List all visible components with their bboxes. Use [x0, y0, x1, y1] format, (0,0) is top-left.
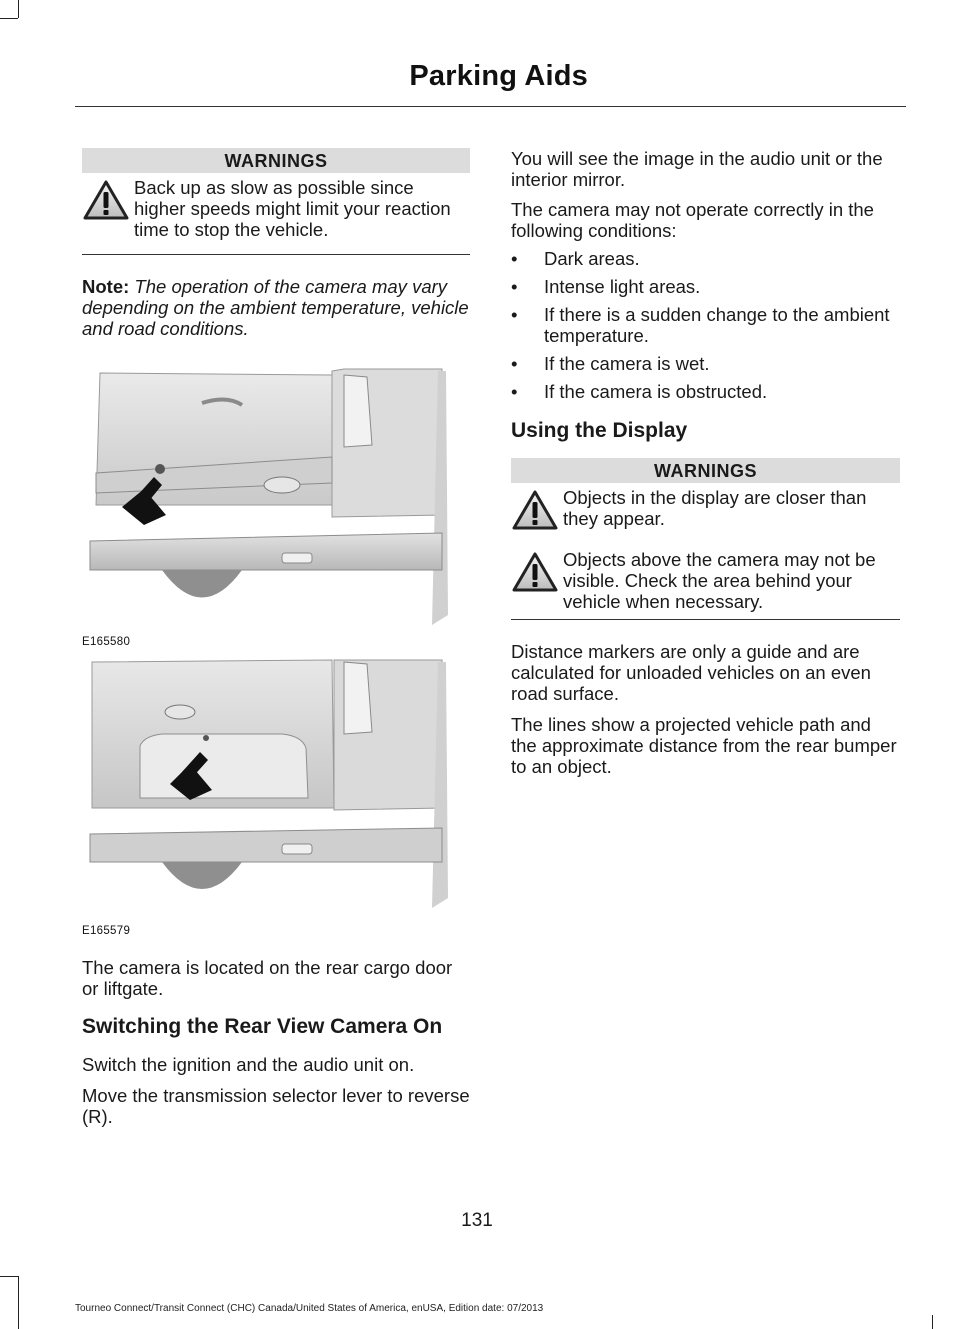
crop-mark	[18, 0, 19, 18]
warning-item	[511, 487, 900, 536]
warnings-header: WARNINGS	[82, 148, 470, 173]
warning-triangle-icon	[82, 177, 134, 226]
left-column	[82, 148, 470, 1127]
bullet-glyph: •	[511, 381, 518, 402]
vehicle-rear-illustration	[82, 365, 470, 641]
figure-code: E165580	[82, 636, 131, 648]
list-item: • If the camera is wet.	[511, 353, 710, 374]
lines-info-paragraph: The lines show a projected vehicle path and the approximate distance from the rear bumper to an object.	[511, 714, 897, 777]
bullet-glyph: •	[511, 276, 518, 297]
page-title: Parking Aids	[409, 60, 588, 92]
conditions-list	[511, 248, 900, 402]
crop-mark	[0, 18, 18, 19]
warning-item	[82, 177, 470, 240]
list-item: • If the camera is obstructed.	[511, 381, 768, 402]
crop-mark	[0, 1276, 18, 1277]
figure-rear-door-camera	[82, 365, 470, 648]
list-item: • If there is a sudden change to the ambient temperature.	[511, 304, 890, 346]
bullet-glyph: •	[511, 353, 518, 374]
bullet-glyph: •	[511, 248, 518, 269]
section-heading-display: Using the Display	[511, 419, 688, 442]
right-column	[511, 148, 900, 777]
warning-triangle-icon	[511, 487, 563, 536]
list-item: • Dark areas.	[511, 248, 640, 269]
warning-item	[511, 549, 900, 612]
figure-code: E165579	[82, 925, 131, 937]
camera-location-paragraph: The camera is located on the rear cargo door or liftgate.	[82, 957, 453, 999]
page-number: 131	[461, 1210, 493, 1231]
warning-triangle-icon	[511, 549, 563, 598]
warning-text: Objects above the camera may not be visible. Check the area behind your vehicle when necessary.	[563, 549, 876, 612]
figure-liftgate-camera	[82, 658, 470, 937]
note-paragraph	[82, 276, 470, 339]
crop-mark	[18, 1276, 19, 1329]
warning-text: Objects in the display are closer than they appear.	[563, 487, 867, 529]
step-paragraph: Switch the ignition and the audio unit on.	[82, 1054, 415, 1075]
warnings-divider	[511, 619, 900, 620]
footer-edition: Tourneo Connect/Transit Connect (CHC) Canada/United States of America, enUSA, Edition date: 07/2013	[75, 1303, 544, 1314]
list-item: • Intense light areas.	[511, 276, 701, 297]
title-divider	[75, 106, 906, 107]
warnings-header: WARNINGS	[511, 458, 900, 483]
vehicle-rear-illustration	[82, 658, 470, 928]
conditions-intro-paragraph: The camera may not operate correctly in the following conditions:	[511, 199, 874, 241]
section-heading-switching: Switching the Rear View Camera On	[82, 1015, 443, 1038]
note-label: Note:	[82, 276, 130, 297]
crop-mark	[932, 1315, 933, 1329]
warnings-divider	[82, 254, 470, 255]
warning-text: Back up as slow as possible since higher speeds might limit your reaction time to stop the vehicle.	[134, 177, 451, 240]
distance-markers-paragraph: Distance markers are only a guide and are calculated for unloaded vehicles on an even road surface.	[511, 641, 871, 704]
bullet-glyph: •	[511, 304, 518, 325]
step-paragraph: Move the transmission selector lever to reverse (R).	[82, 1085, 470, 1127]
note-text: The operation of the camera may vary depending on the ambient temperature, vehicle and road conditions.	[82, 276, 469, 339]
image-location-paragraph: You will see the image in the audio unit or the interior mirror.	[511, 148, 883, 190]
